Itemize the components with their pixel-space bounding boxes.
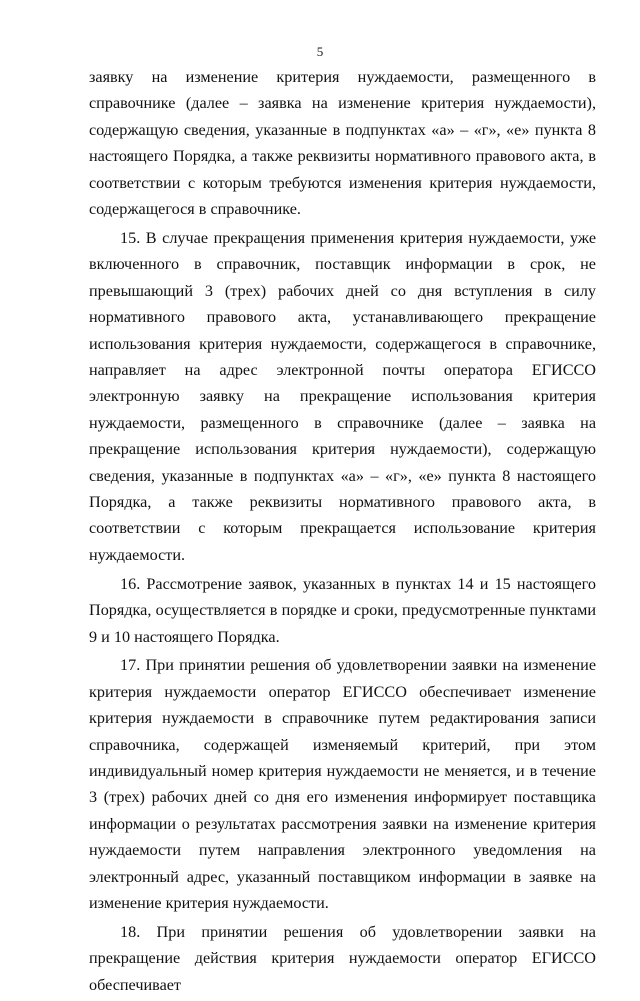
- page-number: 5: [316, 44, 324, 59]
- paragraph-16: 16. Рассмотрение заявок, указанных в пунктах 14 и 15 настоящего Порядка, осуществляется в порядке и сроки, предусмотренные пунктами 9 и 10 настоящего Порядка.: [89, 574, 596, 646]
- paragraph-17: 17. При принятии решения об удовлетворении заявки на изменение критерия нуждаемости оператор ЕГИССО обеспечивает изменение критерия нуждаемости в справочнике путем редактирования записи справочника, содержащей изменяемый критерий, при этом индивидуальный номер критерия нуждаемости не меняется, и в течение 3 (трех) рабочих дней со дня его изменения информирует поставщика информации о результатах рассмотрения заявки на изменение критерия нуждаемости путем направления электронного уведомления на электронный адрес, указанный поставщиком информации в заявке на изменение критерия нуждаемости.: [89, 656, 596, 913]
- document-body: [89, 64, 596, 1001]
- paragraph-15: 15. В случае прекращения применения критерия нуждаемости, уже включенного в справочник, поставщик информации в срок, не превышающий 3 (трех) рабочих дней со дня вступления в силу нормативного правового акта, устанавливающего прекращение использования критерия нуждаемости, содержащегося в справочнике, направляет на адрес электронной почты оператора ЕГИССО электронную заявку на прекращение использования критерия нуждаемости, размещенного в справочнике (далее – заявка на прекращение использования критерия нуждаемости), содержащую сведения, указанные в подпунктах «а» – «г», «е» пункта 8 настоящего Порядка, а также реквизиты нормативного правового акта, в соответствии с которым прекращается использование критерия нуждаемости.: [89, 228, 596, 564]
- paragraph-14-continuation: заявку на изменение критерия нуждаемости, размещенного в справочнике (далее – заявка на изменение критерия нуждаемости), содержащую сведения, указанные в подпунктах «а» – «г», «е» пункта 8 настоящего Порядка, а также реквизиты нормативного правового акта, в соответствии с которым требуются изменения критерия нуждаемости, содержащегося в справочнике.: [89, 68, 596, 219]
- paragraph-18: 18. При принятии решения об удовлетворении заявки на прекращение действия критерия нуждаемости оператор ЕГИССО обеспечивает: [89, 923, 596, 994]
